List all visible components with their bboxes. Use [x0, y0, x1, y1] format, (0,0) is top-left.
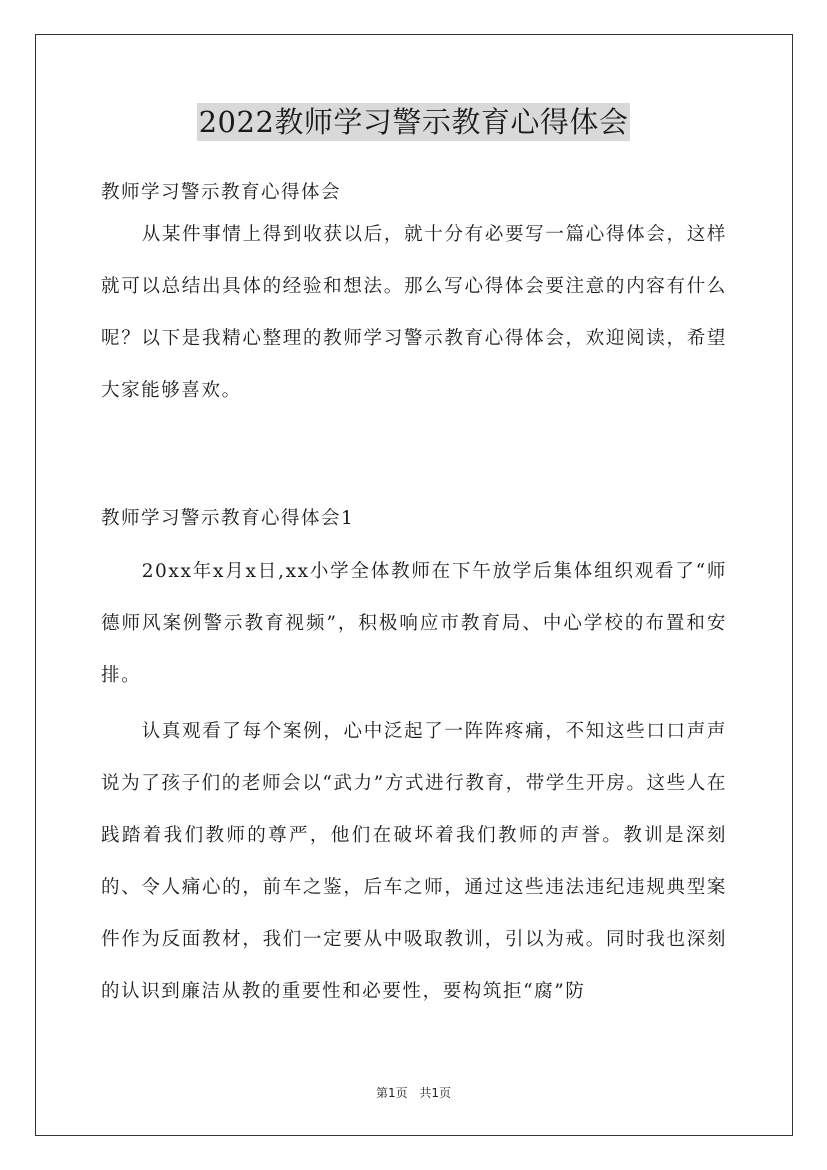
- page-number: 第1页: [375, 1086, 408, 1100]
- paragraph-1: 20xx年x月x日,xx小学全体教师在下午放学后集体组织观看了“师德师风案例警示教育视频”，积极响应市教育局、中心学校的布置和安排。: [101, 561, 727, 686]
- page-footer: [0, 1084, 827, 1101]
- document-subtitle: 教师学习警示教育心得体会: [101, 182, 342, 203]
- total-pages: 共1页: [419, 1086, 452, 1100]
- document-title: 2022教师学习警示教育心得体会: [198, 105, 629, 139]
- intro-paragraph: 从某件事情上得到收获以后，就十分有必要写一篇心得体会，这样就可以总结出具体的经验和想法。那么写心得体会要注意的内容有什么呢？以下是我精心整理的教师学习警示教育心得体会，欢迎阅读，希望大家能够喜欢。: [101, 224, 727, 401]
- paragraph-2: 认真观看了每个案例，心中泛起了一阵阵疼痛，不知这些口口声声说为了孩子们的老师会以“武力”方式进行教育，带学生开房。这些人在践踏着我们教师的尊严，他们在破坏着我们教师的声誉。教训是深刻的、令人痛心的，前车之鉴，后车之师，通过这些违法违纪违规典型案件作为反面教材，我们一定要从中吸取教训，引以为戒。同时我也深刻的认识到廉洁从教的重要性和必要性，要构筑拒“腐”防: [101, 721, 727, 1002]
- title-container: [0, 103, 827, 141]
- section-heading: 教师学习警示教育心得体会1: [101, 508, 355, 529]
